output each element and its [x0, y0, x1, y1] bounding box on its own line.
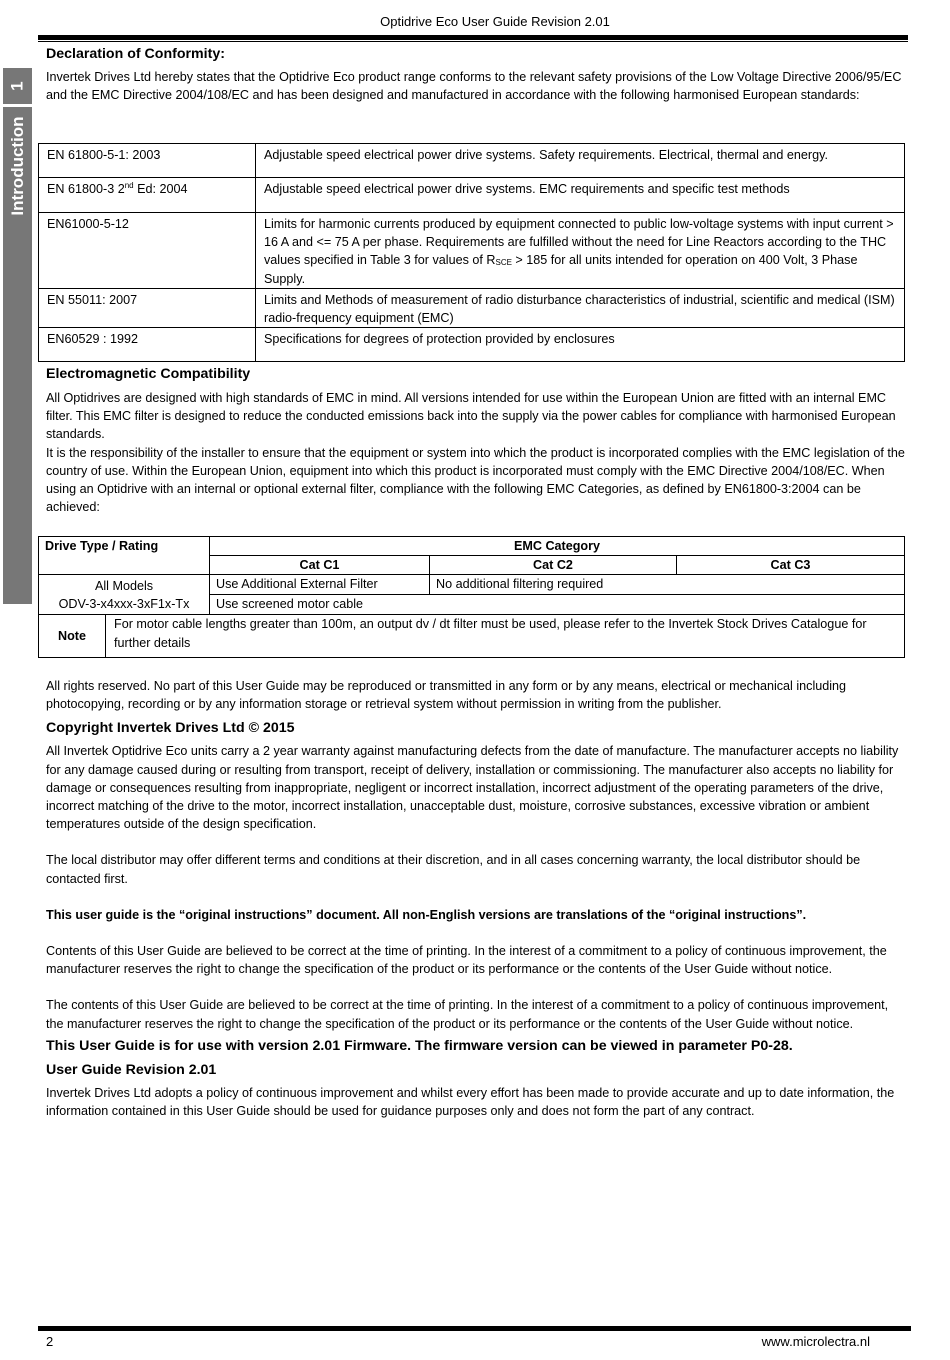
header-rule-thin [38, 41, 908, 42]
original-instructions-text: This user guide is the “original instructions” document. All non-English versions are translations of the “original instructions”. [46, 907, 807, 922]
note-text: For motor cable lengths greater than 100m, an output dv / dt filter must be used, please refer to the Invertek Stock Drives Catalogue for further details [114, 617, 867, 650]
note-label: Note [39, 615, 106, 657]
policy-text: Invertek Drives Ltd adopts a policy of continuous improvement and whilst every effort has been made to provide accurate and up to date information, the information contained in this User Guide should be used for guidance purposes only and does not form the part of any contract. [46, 1085, 895, 1119]
emc-category-table [38, 536, 905, 658]
emc-section [46, 364, 906, 516]
firmware-heading: This User Guide is for use with version 2.01 Firmware. The firmware version can be viewed in parameter P0-28. [46, 1037, 793, 1054]
chapter-label: Introduction [7, 116, 27, 216]
distributor-text: The local distributor may offer different terms and conditions at their discretion, and in all cases concerning warranty, the local distributor should be contacted first. [46, 853, 861, 886]
note-row [39, 615, 905, 658]
cat-c3-header: Cat C3 [677, 556, 905, 575]
footer-rule [38, 1326, 911, 1331]
models-line: All Models [94, 578, 154, 593]
cable-requirement: Use screened motor cable [210, 595, 905, 615]
header-title: Optidrive Eco User Guide Revision 2.01 [380, 14, 610, 29]
c1-filter-requirement: Use Additional External Filter [210, 575, 430, 595]
table-row [39, 288, 905, 327]
declaration-section [46, 44, 906, 104]
standard-code: EN60529 : 1992 [39, 328, 256, 362]
declaration-heading: Declaration of Conformity: [46, 46, 225, 62]
standard-code: EN 61800-3 2nd Ed: 2004 [39, 178, 256, 213]
page-number: 2 [46, 1334, 54, 1349]
standard-code: EN 55011: 2007 [39, 288, 256, 327]
standard-description: Limits for harmonic currents produced by equipment connected to public low-voltage systems with input current > 16 A and <= 75 A per phase. Requirements are fulfilled without the need for Line Reactors according to the THC values specified in Table 3 for values of $R_{SCE} > 185$ for all units intended for operation on 400 Volt, 3 Phase Supply. [256, 213, 905, 289]
standard-code: EN61000-5-12 [39, 213, 256, 289]
table-row [39, 537, 905, 556]
chapter-number: 1 [7, 81, 27, 91]
emc-category-header: EMC Category [210, 537, 905, 556]
copyright-heading: Copyright Invertek Drives Ltd © 2015 [46, 720, 295, 737]
table-row [39, 144, 905, 178]
cat-c1-header: Cat C1 [210, 556, 430, 575]
warranty-text: All Invertek Optidrive Eco units carry a 2 year warranty against manufacturing defects from the date of manufacture. The manufacturer accepts no liability for any damage caused during or resulting from transport, receipt of delivery, installation or commissioning. The manufacturer also accepts no liability for damage or consequences resulting from inappropriate, negligent or incorrect installation, incorrect adjustment of the operating parameters of the drive, incorrect matching of the drive to the motor, incorrect installation, unacceptable dust, moisture, corrosive substances, excessive vibration or ambient temperatures outside of the design specification. [46, 744, 899, 832]
standards-table [38, 143, 905, 362]
standard-description: Adjustable speed electrical power drive systems. Safety requirements. Electrical, thermal and energy. [256, 144, 905, 178]
header-rule [38, 35, 908, 40]
footer-website: www.microlectra.nl [761, 1334, 870, 1349]
contents-text: Contents of this User Guide are believed to be correct at the time of printing. In the interest of a commitment to a policy of continuous improvement, the manufacturer reserves the right to change the specification of the product or its performance or the contents of the User Guide without notice. [46, 944, 887, 977]
contents-text: The contents of this User Guide are believed to be correct at the time of printing. In the interest of a commitment to a policy of continuous improvement, the manufacturer reserves the right to change the specification of the product or its performance or the contents of the User Guide without notice. [46, 998, 889, 1031]
c2-c3-filter-requirement: No additional filtering required [430, 575, 905, 595]
emc-paragraph: All Optidrives are designed with high standards of EMC in mind. All versions intended for use within the European Union are fitted with an internal EMC filter. This EMC filter is designed to reduce the conducted emissions back into the supply via the power cables for compliance with harmonised European standards. [46, 391, 896, 442]
emc-heading: Electromagnetic Compatibility [46, 366, 251, 382]
declaration-text: Invertek Drives Ltd hereby states that the Optidrive Eco product range conforms to the relevant safety provisions of the Low Voltage Directive 2006/95/EC and the EMC Directive 2004/108/EC and has been designed and manufactured in accordance with the following harmonised European standards: [46, 70, 902, 103]
standard-description: Specifications for degrees of protection provided by enclosures [256, 328, 905, 362]
standard-description: Adjustable speed electrical power drive systems. EMC requirements and specific test methods [256, 178, 905, 213]
table-row [39, 328, 905, 362]
models-cell [39, 575, 210, 615]
table-row [39, 615, 905, 658]
standard-description: Limits and Methods of measurement of radio disturbance characteristics of industrial, scientific and medical (ISM) radio-frequency equipment (EMC) [256, 288, 905, 327]
drive-type-header: Drive Type / Rating [39, 537, 210, 575]
table-row [39, 178, 905, 213]
chapter-tab-separator [3, 104, 32, 107]
table-row [39, 213, 905, 289]
emc-paragraph: It is the responsibility of the installer to ensure that the equipment or system into which the product is incorporated complies with the EMC legislation of the country of use. Within the European Union, equipment into which this product is incorporated must comply with the EMC Directive 2004/108/EC. When using an Optidrive with an internal or optional external filter, compliance with the following EMC Categories, as defined by EN61800-3:2004 can be achieved: [46, 445, 905, 515]
legal-section [46, 677, 906, 1120]
rights-text: All rights reserved. No part of this User Guide may be reproduced or transmitted in any form or by any means, electrical or mechanical including photocopying, recording or by any information storage or retrieval system without permission in writing from the publisher. [46, 679, 847, 712]
standard-code: EN 61800-5-1: 2003 [39, 144, 256, 178]
table-row [39, 575, 905, 595]
cat-c2-header: Cat C2 [430, 556, 677, 575]
revision-heading: User Guide Revision 2.01 [46, 1061, 217, 1078]
model-code: ODV-3-x4xxx-3xF1x-Tx [58, 596, 190, 611]
